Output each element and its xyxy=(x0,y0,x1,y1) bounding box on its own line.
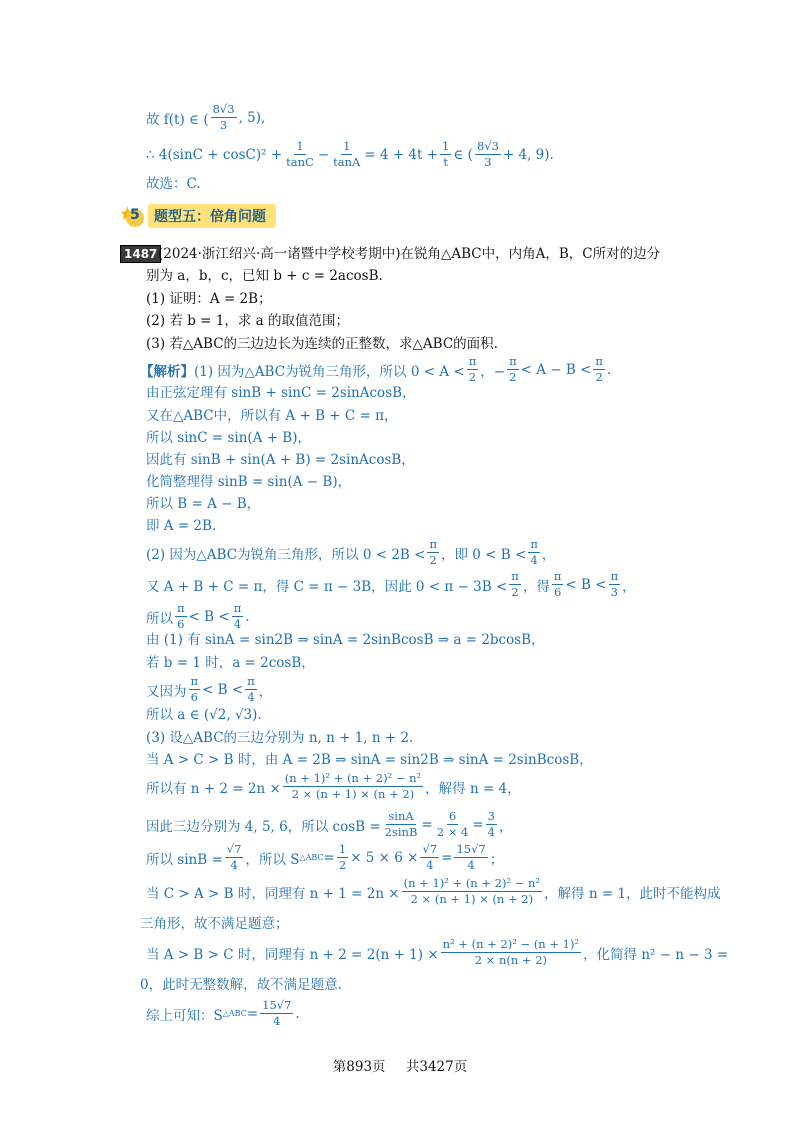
text: < B < xyxy=(202,681,244,698)
question-stem: (2024·浙江绍兴·高一诸暨中学校考期中)在锐角△ABC中，内角A，B，C所对的边分 xyxy=(158,246,661,262)
text: ， xyxy=(258,683,273,700)
denominator: 2 xyxy=(509,370,517,384)
solution-line-20 xyxy=(146,843,503,872)
fraction xyxy=(211,103,237,132)
fraction xyxy=(440,140,451,169)
denominator: 4 xyxy=(230,858,238,872)
solution-line-14 xyxy=(146,675,272,704)
text: ， xyxy=(622,578,636,595)
text: 因此三边分别为 4, 5, 6，所以 cosB = xyxy=(146,818,381,835)
solution-line-8: 即 A = 2B. xyxy=(146,518,217,534)
numerator: π xyxy=(530,537,538,551)
solution-line-10 xyxy=(146,570,636,599)
text: ∈ ( xyxy=(453,146,473,163)
numerator: 6 xyxy=(448,809,457,823)
fraction xyxy=(454,843,487,872)
denominator: 4 xyxy=(426,858,434,872)
denominator: 4 xyxy=(273,1014,281,1028)
fraction xyxy=(245,675,257,704)
question-part-2: (2) 若 b = 1，求 a 的取值范围； xyxy=(146,313,349,329)
fraction xyxy=(441,938,581,967)
text: 当 A > B > C 时，同理有 n + 2 = 2(n + 1) × xyxy=(146,946,439,963)
text: ； xyxy=(489,851,504,868)
denominator: 2 xyxy=(595,370,603,384)
solution-line-19 xyxy=(146,810,512,839)
denominator: 3 xyxy=(219,118,228,132)
denominator: 6 xyxy=(190,690,198,704)
numerator: √7 xyxy=(226,842,242,856)
numerator: π xyxy=(595,354,603,368)
text: ，解得 n = 1，此时不能构成 xyxy=(544,885,721,902)
solution-line-5: 因此有 sinB + sin(A + B) = 2sinAcosB， xyxy=(146,452,415,468)
text: 又 A + B + C = π，得 C = π − 3B，因此 0 < π − 3B < xyxy=(146,578,508,595)
denominator: 2 xyxy=(338,858,347,872)
question-number: 1487 xyxy=(120,245,161,263)
fraction xyxy=(383,810,420,839)
numerator: 8√3 xyxy=(212,102,235,116)
solution-line-9 xyxy=(146,538,555,567)
fraction xyxy=(189,675,201,704)
solution-line-7: 所以 B = A − B， xyxy=(146,496,261,512)
fraction xyxy=(509,570,521,599)
solution-line-21 xyxy=(146,877,721,906)
solution-line-22: 三角形，故不满足题意； xyxy=(140,916,289,932)
text: + 4, 9). xyxy=(502,146,554,163)
numerator: (n + 1)² + (n + 2)² − n² xyxy=(403,876,541,890)
text: = xyxy=(472,816,484,833)
numerator: π xyxy=(468,354,477,368)
denominator: 4 xyxy=(487,825,495,839)
fraction xyxy=(475,140,501,169)
text: 所以有 n + 2 = 2n × xyxy=(146,780,281,797)
denominator: 2 × (n + 1) × (n + 2) xyxy=(291,787,415,801)
fraction xyxy=(609,570,621,599)
text: = xyxy=(441,849,453,866)
fraction xyxy=(337,843,348,872)
solution-line-13: 若 b = 1 时，a = 2cosB， xyxy=(146,655,315,671)
fraction xyxy=(331,140,362,169)
denominator: t xyxy=(443,155,449,169)
solution-line-17: 当 A > C > B 时，由 A = 2B ⇒ sinA = sin2B ⇒ sinA = 2sinBcosB， xyxy=(146,752,593,768)
solution-line-3: 又在△ABC中，所以有 A + B + C = π， xyxy=(146,408,398,424)
numerator: π xyxy=(177,601,185,615)
denominator: 2 × n(n + 2) xyxy=(474,953,548,967)
text: ，− xyxy=(480,363,506,380)
denominator: 6 xyxy=(553,585,562,599)
solution-line-12: 由 (1) 有 sinA = sin2B ⇒ sinA = 2sinBcosB ⇒ a = 2bcosB， xyxy=(146,632,545,648)
page-number: 第893页 xyxy=(332,1059,386,1075)
numerator: 8√3 xyxy=(476,139,499,153)
fraction xyxy=(507,355,519,384)
numerator: π xyxy=(509,354,517,368)
text: = 4 + 4t + xyxy=(364,146,439,163)
denominator: 4 xyxy=(467,858,475,872)
text: , 5), xyxy=(238,109,266,126)
text: 综上可知：S xyxy=(146,1007,223,1024)
numerator: 1 xyxy=(343,139,351,153)
text: < A − B < xyxy=(520,361,592,378)
numerator: π xyxy=(511,569,519,583)
result-expression-line xyxy=(146,140,554,169)
solution-line-1 xyxy=(140,355,611,384)
star-badge-icon xyxy=(120,203,146,229)
subscript: △ABC xyxy=(222,1009,247,1018)
text: ， xyxy=(541,546,556,563)
text: 所以 xyxy=(146,610,173,627)
text: . xyxy=(606,361,612,378)
fraction xyxy=(232,602,244,631)
denominator: 2sinB xyxy=(384,825,418,839)
numerator: 15√7 xyxy=(456,842,486,856)
fraction xyxy=(552,570,564,599)
fraction xyxy=(435,810,471,839)
numerator: (n + 1)² + (n + 2)² − n² xyxy=(284,771,422,785)
text: 故 f(t) ∈ ( xyxy=(146,111,209,128)
text: 当 C > A > B 时，同理有 n + 1 = 2n × xyxy=(146,885,400,902)
denominator: 6 xyxy=(177,617,185,631)
text: ，即 0 < B < xyxy=(441,546,527,563)
solution-line-18 xyxy=(146,772,521,801)
text: (1) 因为△ABC为锐角三角形，所以 0 < A < xyxy=(194,363,465,380)
numerator: 3 xyxy=(487,809,495,823)
solution-label: 【解析】 xyxy=(140,363,194,380)
fraction xyxy=(528,538,540,567)
text: < B < xyxy=(188,608,230,625)
solution-line-6: 化简整理得 sinB = sin(A − B)， xyxy=(146,474,352,490)
denominator: 4 xyxy=(247,690,255,704)
text: = xyxy=(323,849,335,866)
text: . xyxy=(245,608,250,625)
numerator: π xyxy=(190,674,199,688)
numerator: π xyxy=(553,569,562,583)
numerator: √7 xyxy=(422,842,438,856)
denominator: 2 xyxy=(468,370,477,384)
denominator: tanA xyxy=(333,155,361,169)
text: ， xyxy=(498,818,513,835)
text: × 5 × 6 × xyxy=(350,849,419,866)
page-footer xyxy=(0,1055,800,1075)
fraction xyxy=(284,140,316,169)
numerator: 1 xyxy=(296,139,304,153)
fraction xyxy=(420,843,439,872)
fraction xyxy=(593,355,605,384)
denominator: 3 xyxy=(484,155,492,169)
page-total: 共3427页 xyxy=(405,1059,468,1075)
denominator: 2 xyxy=(511,585,519,599)
numerator: n² + (n + 2)² − (n + 1)² xyxy=(442,937,580,951)
denominator: 3 xyxy=(610,585,618,599)
numerator: π xyxy=(247,674,255,688)
fraction xyxy=(260,999,293,1028)
question-part-3: (3) 若△ABC的三边边长为连续的正整数，求△ABC的面积. xyxy=(146,336,498,352)
solution-line-2: 由正弦定理有 sinB + sinC = 2sinAcosB， xyxy=(146,385,416,401)
numerator: 1 xyxy=(338,842,347,856)
denominator: 2 xyxy=(429,553,437,567)
numerator: 1 xyxy=(442,139,450,153)
section-title: 题型五：倍角问题 xyxy=(148,204,276,228)
solution-line-16: (3) 设△ABC的三边分别为 n, n + 1, n + 2. xyxy=(146,730,414,746)
fraction xyxy=(467,355,479,384)
text: (2) 因为△ABC为锐角三角形，所以 0 < 2B < xyxy=(146,546,426,563)
text: 所以 sinB = xyxy=(146,851,223,868)
numerator: 15√7 xyxy=(262,998,292,1012)
solution-line-25 xyxy=(146,999,300,1028)
text: 又因为 xyxy=(146,683,187,700)
solution-line-15: 所以 a ∈ (√2, √3). xyxy=(146,707,262,723)
text: = xyxy=(421,816,433,833)
result-range-line xyxy=(146,103,265,132)
fraction xyxy=(486,810,497,839)
text: < B < xyxy=(565,576,607,593)
numerator: π xyxy=(233,601,242,615)
denominator: tanC xyxy=(286,155,314,169)
question-part-1: (1) 证明：A = 2B； xyxy=(146,291,272,307)
numerator: π xyxy=(429,537,437,551)
fraction xyxy=(427,538,439,567)
question-stem-cont: 别为 a，b，c，已知 b + c = 2acosB. xyxy=(146,268,383,284)
text: = xyxy=(246,1005,259,1022)
section-header xyxy=(120,203,276,229)
fraction xyxy=(402,877,542,906)
numerator: π xyxy=(610,569,619,583)
solution-line-4: 所以 sinC = sin(A + B)， xyxy=(146,430,311,446)
text: ，所以 S xyxy=(245,851,300,868)
denominator: 2 × (n + 1) × (n + 2) xyxy=(410,892,534,906)
minus: − xyxy=(317,146,330,163)
text: ，化简得 n² − n − 3 = xyxy=(583,946,729,963)
fraction xyxy=(175,602,187,631)
text: . xyxy=(295,1005,300,1022)
subscript: △ABC xyxy=(299,853,324,862)
text: ∴ 4(sinC + cosC)² + xyxy=(146,146,283,163)
answer-choice: 故选：C. xyxy=(146,176,201,192)
denominator: 2 × 4 xyxy=(436,825,469,839)
denominator: 4 xyxy=(530,553,538,567)
numerator: sinA xyxy=(388,809,414,823)
solution-line-11 xyxy=(146,602,250,631)
fraction xyxy=(283,772,423,801)
denominator: 4 xyxy=(233,617,242,631)
fraction xyxy=(225,843,244,872)
text: ，解得 n = 4， xyxy=(425,780,521,797)
section-number: 5 xyxy=(130,207,140,223)
solution-line-23 xyxy=(146,938,728,967)
text: ，得 xyxy=(522,578,550,595)
solution-line-24: 0，此时无整数解，故不满足题意. xyxy=(140,977,342,993)
